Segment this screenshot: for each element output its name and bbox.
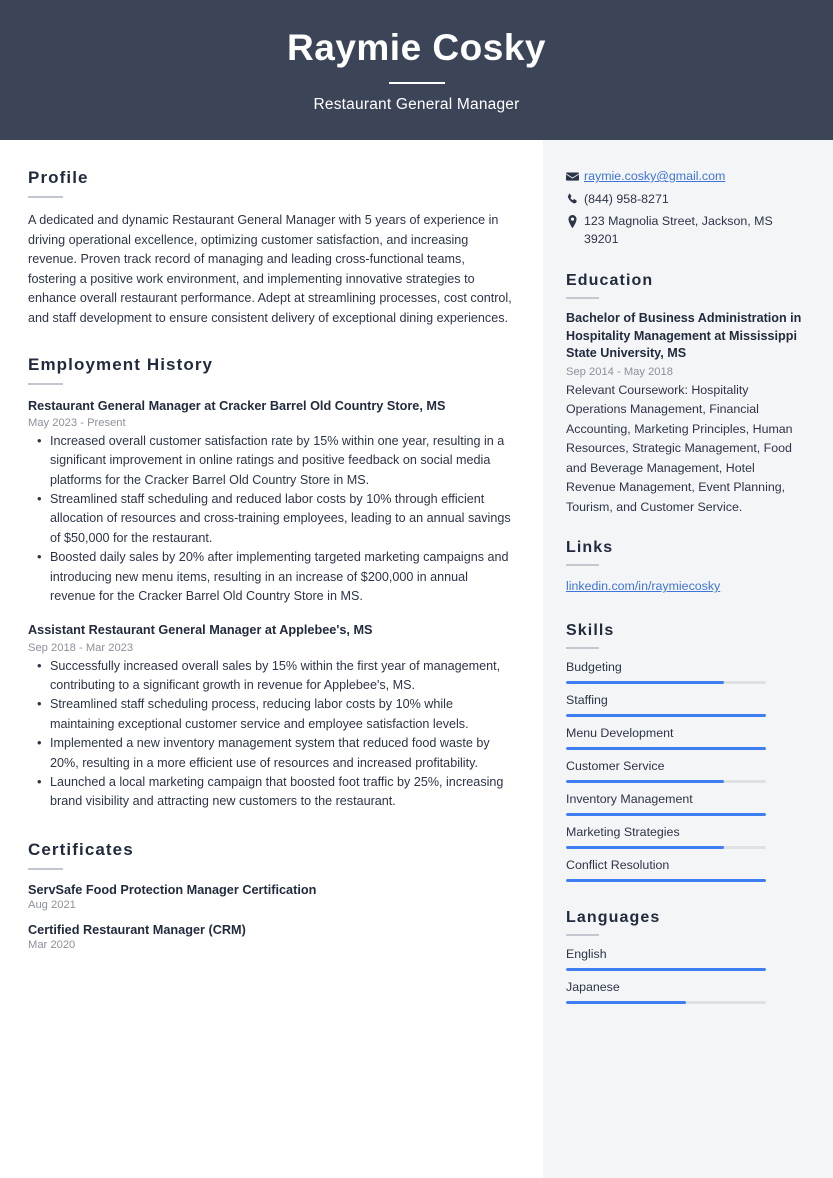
certificate-date: Aug 2021 <box>28 898 76 911</box>
spacer <box>566 596 803 622</box>
job-bullet: • Streamlined staff scheduling process, reducing labor costs by 10% while maintaining exceptional customer service and employee satisfaction levels. <box>50 695 515 734</box>
candidate-name: Raymie Cosky <box>287 27 546 69</box>
skill-label: Marketing Strategies <box>566 824 680 839</box>
skill-bar-fill <box>566 747 766 750</box>
job-bullets <box>28 432 515 607</box>
skill-bar-track <box>566 879 766 882</box>
skill-bar-track <box>566 747 766 750</box>
employment-heading: Employment History <box>28 354 214 374</box>
skill-bar-track <box>566 714 766 717</box>
certificate-title: Certified Restaurant Manager (CRM) <box>28 922 246 937</box>
languages-section <box>566 909 803 1004</box>
certificates-heading: Certificates <box>28 839 134 859</box>
education-description: Relevant Coursework: Hospitality Operations Management, Financial Accounting, Marketing Principles, Human Resources, Strategic Management, Food and Beverage Management, Hotel Revenue Management, Event Planning, Tourism, and Customer Service. <box>566 382 793 514</box>
certificate-entry <box>28 883 515 911</box>
skill-bar-track <box>566 813 766 816</box>
contact-phone-row <box>566 191 803 209</box>
skill-bar-fill <box>566 813 766 816</box>
education-heading: Education <box>566 272 654 289</box>
candidate-job-title: Restaurant General Manager <box>313 95 520 113</box>
skill-item <box>566 693 803 717</box>
skill-label: Inventory Management <box>566 791 693 806</box>
skill-label: Conflict Resolution <box>566 857 670 872</box>
job-date: May 2023 - Present <box>28 416 126 429</box>
profile-section <box>28 168 515 329</box>
languages-heading-divider <box>566 934 599 936</box>
skill-item <box>566 726 803 750</box>
education-degree: Bachelor of Business Administration in Hospitality Management at Mississippi State University, MS <box>566 311 802 360</box>
skills-section <box>566 622 803 882</box>
skill-label: Menu Development <box>566 725 674 740</box>
spacer <box>28 608 515 622</box>
education-heading-divider <box>566 297 599 299</box>
envelope-icon <box>566 168 584 183</box>
profile-text: A dedicated and dynamic Restaurant General Manager with 5 years of experience in driving operational excellence, optimizing customer satisfaction, and increasing revenue. Proven track record of managing and leading cross-functional teams, fostering a positive work environment, and implementing innovative strategies to enhance overall restaurant performance. Adept at streamlining processes, cost control, and staff development to ensure consistent delivery of exceptional dining experiences. <box>28 213 512 325</box>
links-heading: Links <box>566 539 614 556</box>
language-bar-track <box>566 968 766 971</box>
address-text: 123 Magnolia Street, Jackson, MS 39201 <box>584 214 773 246</box>
skill-bar-track <box>566 780 766 783</box>
skill-bar-track <box>566 846 766 849</box>
language-item <box>566 980 803 1004</box>
contact-section <box>566 168 803 248</box>
language-item <box>566 947 803 971</box>
employment-section <box>28 355 515 812</box>
skill-bar-fill <box>566 714 766 717</box>
spacer <box>566 891 803 909</box>
certificates-section <box>28 840 515 951</box>
education-section <box>566 272 803 517</box>
language-bar-track <box>566 1001 766 1004</box>
skill-bar-fill <box>566 846 724 849</box>
phone-text: (844) 958-8271 <box>584 191 669 206</box>
resume-body <box>0 140 833 1178</box>
job-entry <box>28 398 515 607</box>
email-link[interactable]: raymie.cosky@gmail.com <box>584 169 726 183</box>
linkedin-link[interactable]: linkedin.com/in/raymiecosky <box>566 579 721 593</box>
job-date: Sep 2018 - Mar 2023 <box>28 641 134 654</box>
skill-item <box>566 792 803 816</box>
contact-email-row[interactable] <box>566 168 803 186</box>
links-heading-divider <box>566 564 599 566</box>
employment-heading-divider <box>28 383 63 385</box>
links-section <box>566 539 803 596</box>
skill-item <box>566 858 803 882</box>
profile-heading: Profile <box>28 168 89 187</box>
language-bar-fill <box>566 968 766 971</box>
language-label: Japanese <box>566 979 620 994</box>
certificates-heading-divider <box>28 868 63 870</box>
skill-item <box>566 825 803 849</box>
resume-header <box>0 0 833 140</box>
profile-heading-divider <box>28 196 63 198</box>
language-bar-fill <box>566 1001 686 1004</box>
certificate-title: ServSafe Food Protection Manager Certification <box>28 882 317 897</box>
skill-item <box>566 660 803 684</box>
job-entry <box>28 622 515 811</box>
header-divider <box>389 82 445 84</box>
skill-item <box>566 759 803 783</box>
certificate-date: Mar 2020 <box>28 938 76 951</box>
job-bullet: • Successfully increased overall sales by 15% within the first year of management, contributing to a significant growth in revenue for Applebee's, MS. <box>50 657 515 696</box>
skill-label: Staffing <box>566 692 608 707</box>
skill-label: Budgeting <box>566 659 622 674</box>
job-bullet: • Launched a local marketing campaign that boosted foot traffic by 25%, increasing brand visibility and attracting new customers to the restaurant. <box>50 773 515 812</box>
job-title: Restaurant General Manager at Cracker Barrel Old Country Store, MS <box>28 398 446 413</box>
job-bullet: • Increased overall customer satisfaction rate by 15% within one year, resulting in a significant improvement in online ratings and positive feedback on social media platforms for the Cracker Barrel Old Country Store in MS. <box>50 432 515 490</box>
skill-bar-track <box>566 681 766 684</box>
job-bullet: • Streamlined staff scheduling and reduced labor costs by 10% through efficient allocation of resources and cross-training employees, leading to an annual savings of $50,000 for the restaurant. <box>50 490 515 548</box>
languages-heading: Languages <box>566 908 661 926</box>
spacer <box>28 329 515 355</box>
location-pin-icon <box>566 213 584 228</box>
job-bullet: • Boosted daily sales by 20% after implementing targeted marketing campaigns and introducing new menu items, resulting in an increase of $200,000 in annual revenue for the Cracker Barrel Old Country Store in MS. <box>50 548 515 606</box>
sidebar-column <box>543 140 833 1178</box>
certificate-entry <box>28 923 515 951</box>
language-label: English <box>566 946 607 961</box>
job-bullet: • Implemented a new inventory management system that reduced food waste by 20%, resulting in a more efficient use of resources and increased profitability. <box>50 734 515 773</box>
education-date: Sep 2014 - May 2018 <box>566 365 673 378</box>
skill-bar-fill <box>566 681 724 684</box>
contact-address-row <box>566 213 803 248</box>
skill-label: Customer Service <box>566 758 665 773</box>
skills-heading-divider <box>566 647 599 649</box>
skills-heading: Skills <box>566 621 615 639</box>
spacer <box>28 814 515 840</box>
phone-icon <box>566 191 584 206</box>
skill-bar-fill <box>566 879 766 882</box>
job-bullets <box>28 657 515 812</box>
spacer <box>566 517 803 539</box>
skill-bar-fill <box>566 780 724 783</box>
main-column <box>0 140 543 1178</box>
job-title: Assistant Restaurant General Manager at Applebee's, MS <box>28 623 373 638</box>
